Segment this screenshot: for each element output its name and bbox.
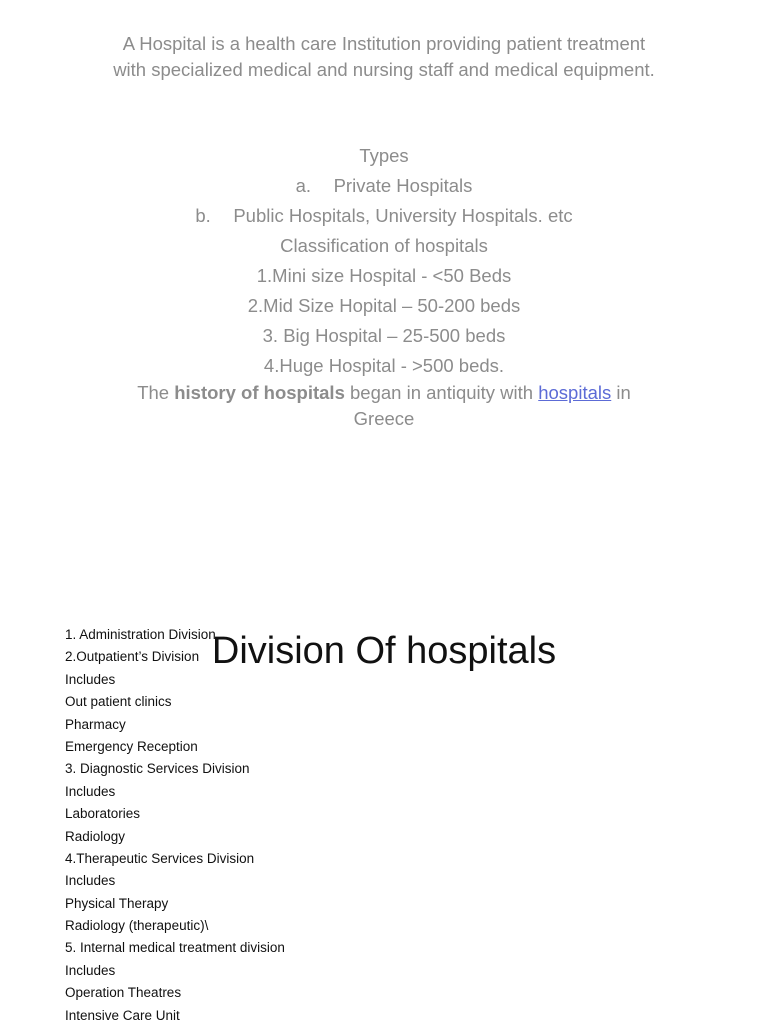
types-classification-block xyxy=(0,141,768,381)
division-list xyxy=(65,624,285,1027)
division-list-item: Out patient clinics xyxy=(65,694,172,710)
division-list-item: Includes xyxy=(65,962,116,978)
hospitals-link[interactable]: hospitals xyxy=(538,382,612,403)
division-list-item: 2.Outpatient’s Division xyxy=(65,649,200,665)
classification-item-huge: 4.Huge Hospital - >500 beds. xyxy=(263,355,505,376)
classification-heading: Classification of hospitals xyxy=(280,235,488,256)
classification-item-mid: 2.Mid Size Hopital – 50-200 beds xyxy=(247,295,521,316)
division-list-item: 4.Therapeutic Services Division xyxy=(65,850,255,866)
division-slide-title: Division Of hospitals xyxy=(211,630,557,672)
division-list-item: Physical Therapy xyxy=(65,895,169,911)
division-list-item: 3. Diagnostic Services Division xyxy=(65,761,250,777)
division-list-item: Radiology xyxy=(65,828,126,844)
types-item-marker: a. xyxy=(295,175,312,196)
division-list-item: Emergency Reception xyxy=(65,738,198,754)
intro-paragraph: A Hospital is a health care Institution providing patient treatment with specialized medical and nursing staff and medical equipment. xyxy=(113,33,655,80)
history-prefix: The xyxy=(137,382,175,403)
division-list-item: Operation Theatres xyxy=(65,985,182,1001)
division-list-item: Includes xyxy=(65,783,116,799)
history-suffix: in Greece xyxy=(353,382,631,429)
types-heading: Types xyxy=(359,145,409,166)
types-item-private xyxy=(0,171,768,201)
types-item-public xyxy=(0,201,768,231)
division-list-item: 5. Internal medical treatment division xyxy=(65,940,285,956)
types-item-label: Public Hospitals, University Hospitals. etc xyxy=(233,205,573,226)
division-list-item: Laboratories xyxy=(65,806,141,822)
classification-item-mini: 1.Mini size Hospital - <50 Beds xyxy=(256,265,512,286)
types-item-label: Private Hospitals xyxy=(333,175,473,196)
types-item-marker: b. xyxy=(195,205,211,226)
history-bold-term: history of hospitals xyxy=(174,382,345,403)
history-paragraph xyxy=(110,380,658,432)
history-middle: began in antiquity with xyxy=(344,382,539,403)
division-list-item: Intensive Care Unit xyxy=(65,1007,180,1023)
division-list-item: Includes xyxy=(65,873,116,889)
division-list-item: Radiology (therapeutic)\ xyxy=(65,918,209,934)
division-list-item: Pharmacy xyxy=(65,716,126,732)
classification-item-big: 3. Big Hospital – 25-500 beds xyxy=(262,325,506,346)
division-list-item: Includes xyxy=(65,671,116,687)
division-list-item: 1. Administration Division. xyxy=(65,627,220,642)
